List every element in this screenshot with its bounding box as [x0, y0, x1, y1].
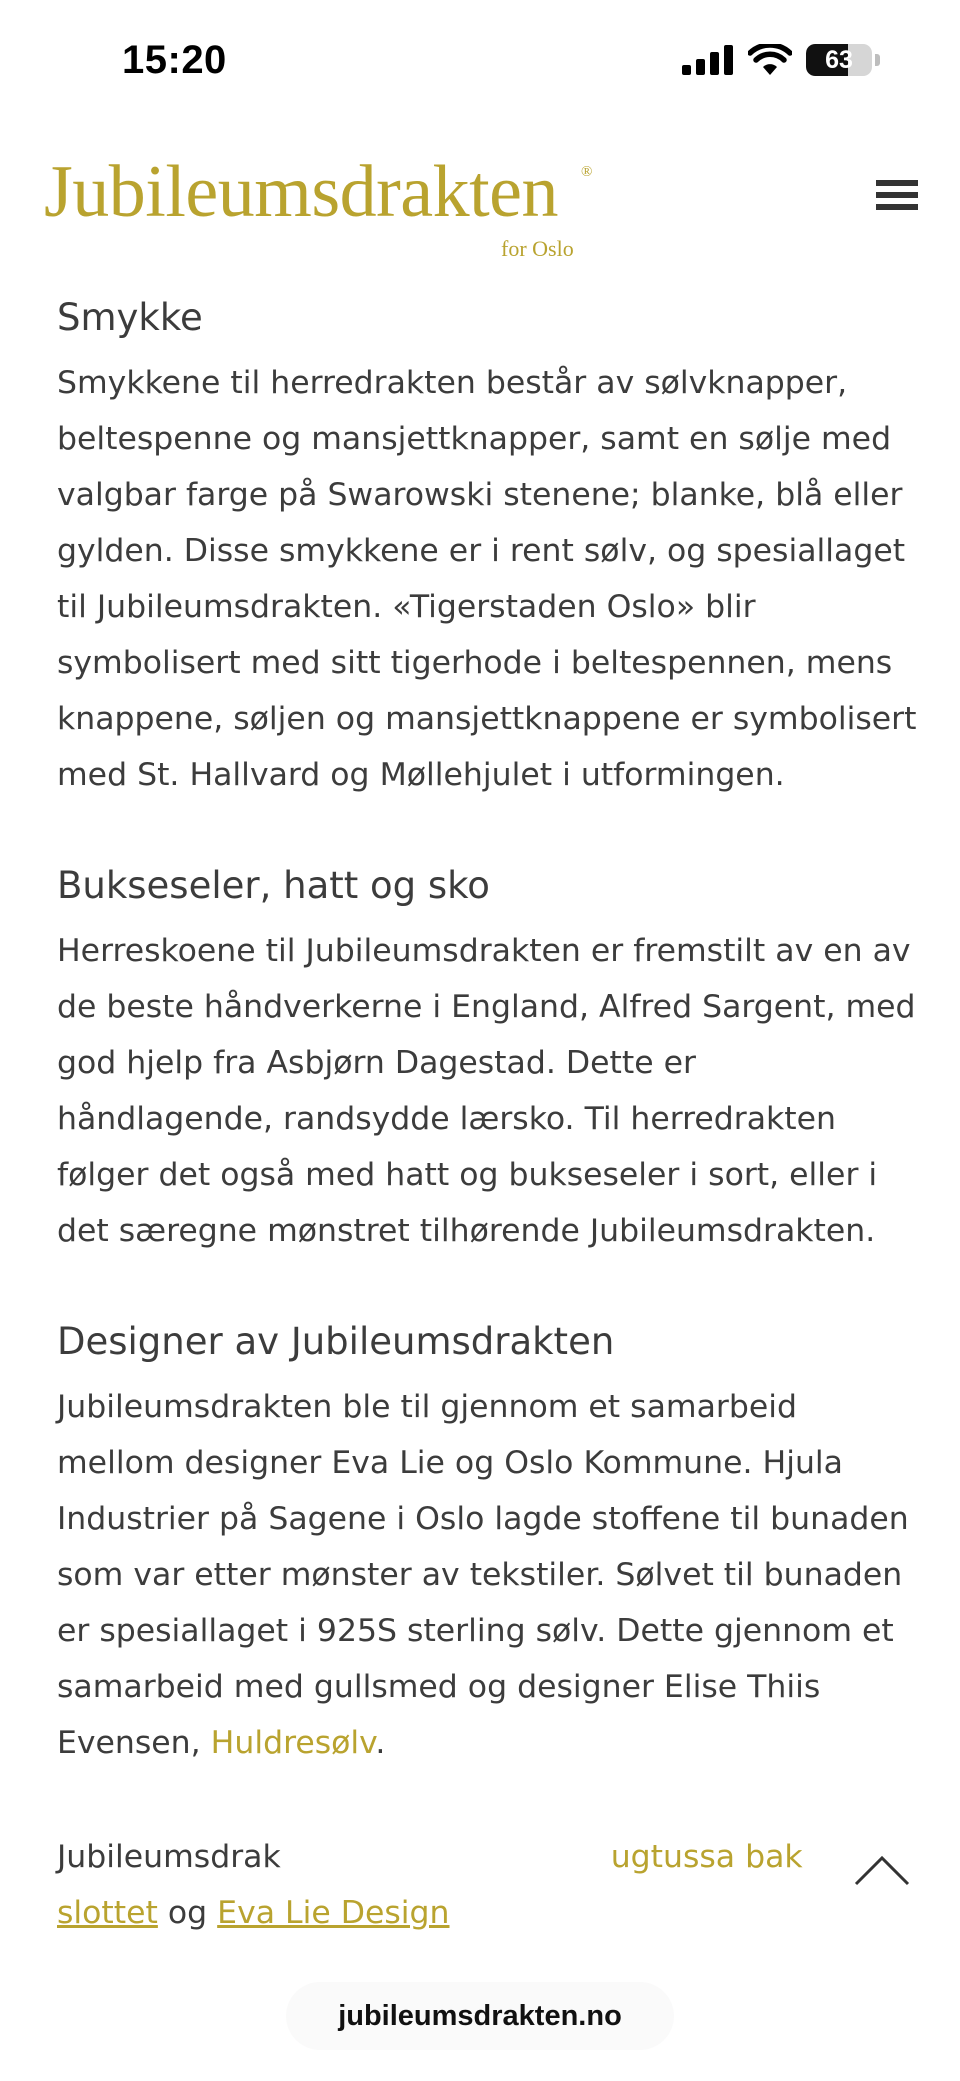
section-body-text: Jubileumsdrakten ble til gjennom et samarbeid mellom designer Eva Lie og Oslo Kommune. Hjula Industrier på Sagene i Oslo lagde stoffene til bunaden som var etter mønster av tekstiler. Sølvet til bunaden er spesiallaget i 925S sterling sølv. Dette gjennom et samarbeid med gullsmed og designer Elise Thiis Evensen, [57, 1389, 909, 1761]
site-header [0, 130, 960, 260]
back-to-top-button[interactable] [852, 1850, 912, 1890]
section-body: Herreskoene til Jubileumsdrakten er fremstilt av en av de beste håndverkerne i England, Alfred Sargent, med god hjelp fra Asbjørn Dagestad. Dette er håndlagende, randsydde lærsko. Til herredrakten følger det også med hatt og bukseseler i sort, eller i det særegne mønstret tilhørende Jubileumsdrakten. [57, 933, 916, 1249]
eva-lie-design-link[interactable]: Eva Lie Design [217, 1895, 450, 1931]
section-body [57, 1379, 917, 1771]
battery-nub [875, 54, 880, 66]
section-body-end: . [375, 1725, 386, 1761]
final-paragraph [57, 1829, 917, 1941]
url-bar[interactable] [286, 1982, 674, 2050]
url-domain: jubileumsdrakten.no [338, 1999, 622, 2032]
section-heading: Smykke [57, 296, 203, 339]
section-designer [57, 1317, 917, 1771]
cellular-signal-icon [682, 45, 734, 75]
battery-icon [806, 44, 872, 76]
logo-registered-mark: ® [581, 164, 593, 180]
status-bar [0, 0, 960, 130]
hamburger-menu-icon[interactable] [876, 180, 918, 216]
final-text-middle: og [157, 1895, 218, 1931]
huldresolv-link[interactable]: Huldresølv [210, 1725, 376, 1761]
status-icons [682, 44, 880, 76]
site-logo[interactable] [44, 151, 604, 261]
section-heading: Designer av Jubileumsdrakten [57, 1320, 615, 1363]
eva-lie-link-prefix[interactable]: slottet [57, 1895, 158, 1931]
section-heading: Bukseseler, hatt og sko [57, 864, 490, 907]
wifi-icon [748, 44, 792, 76]
section-bukseseler [57, 861, 917, 1259]
menu-bar [876, 204, 918, 210]
battery-level: 63 [825, 45, 853, 74]
menu-bar [876, 192, 918, 198]
section-final [57, 1829, 917, 1941]
menu-bar [876, 180, 918, 186]
hugtussa-link[interactable]: ugtussa bak [610, 1839, 803, 1875]
section-body: Smykkene til herredrakten består av sølvknapper, beltespenne og mansjettknapper, samt en sølje med valgbar farge på Swarowski stenene; blanke, blå eller gylden. Disse smykkene er i rent sølv, og spesiallaget til Jubileumsdrakten. «Tigerstaden Oslo» blir symbolisert med sitt tigerhode i beltespennen, mens knappene, søljen og mansjettknappene er symbolisert med St. Hallvard og Møllehjulet i utformingen. [57, 365, 917, 793]
article-content [57, 285, 917, 1999]
logo-subtitle: for Oslo [501, 236, 574, 261]
status-time: 15:20 [122, 38, 227, 82]
section-smykke [57, 293, 917, 803]
logo-text: Jubileumsdrakten [44, 151, 559, 233]
chevron-up-icon [852, 1850, 912, 1890]
final-text-start: Jubileumsdrak [57, 1839, 281, 1875]
